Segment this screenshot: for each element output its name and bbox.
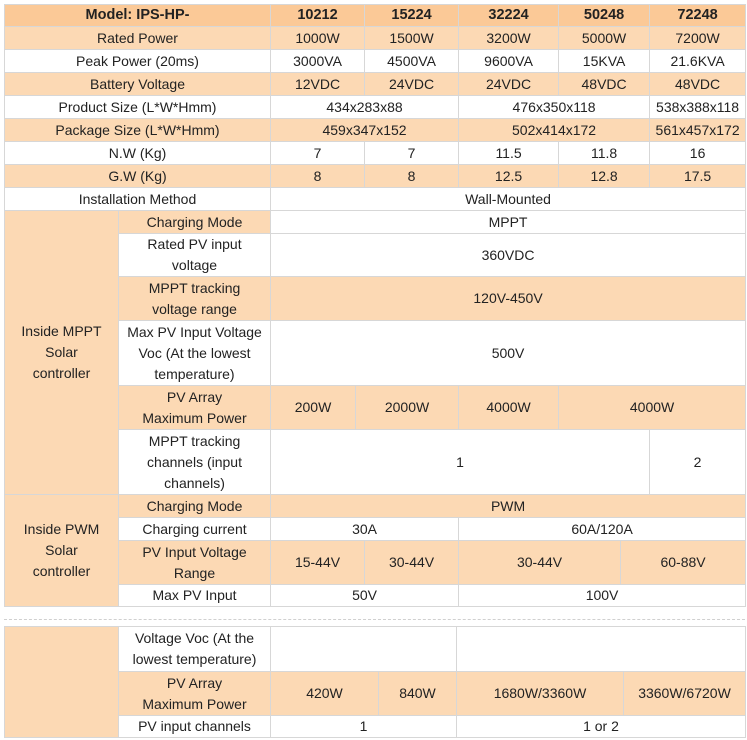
cell: 30-44V [459, 541, 621, 585]
spec-table [4, 4, 746, 607]
table-row [5, 119, 746, 142]
cell: 24VDC [365, 73, 459, 96]
row-label-peak-power: Peak Power (20ms) [5, 50, 271, 73]
cell: 7 [365, 142, 459, 165]
page-break-divider [4, 619, 745, 620]
cell: 360VDC [271, 234, 746, 277]
row-label-gw: G.W (Kg) [5, 165, 271, 188]
header-row [5, 5, 746, 27]
table-row [5, 27, 746, 50]
cell: 500V [271, 321, 746, 386]
cell: 1 [271, 430, 650, 495]
row-label-lower-pv-array: PV Array Maximum Power [119, 672, 271, 716]
cell: 9600VA [459, 50, 559, 73]
row-label-battery-voltage: Battery Voltage [5, 73, 271, 96]
row-label-pwm-charging-mode: Charging Mode [119, 495, 271, 518]
table-row [5, 165, 746, 188]
row-label-max-pv-voc: Max PV Input Voltage Voc (At the lowest temperature) [119, 321, 271, 386]
row-label-voc: Voltage Voc (At the lowest temperature) [119, 627, 271, 672]
cell: 476x350x118 [459, 96, 650, 119]
mppt-group-text: Inside MPPT Solar controller [21, 323, 102, 381]
model-15224: 15224 [365, 5, 459, 27]
model-32224: 32224 [459, 5, 559, 27]
cell: MPPT [271, 211, 746, 234]
cell: 30A [271, 518, 459, 541]
cell: 8 [271, 165, 365, 188]
cell: 3200W [459, 27, 559, 50]
cell: 15KVA [559, 50, 650, 73]
lower-group-label [5, 627, 119, 738]
pwm-group-label [5, 495, 119, 607]
table-row [5, 96, 746, 119]
row-label-tracking-channels: MPPT tracking channels (input channels) [119, 430, 271, 495]
cell: 3000VA [271, 50, 365, 73]
cell: 120V-450V [271, 277, 746, 321]
cell: 50V [271, 585, 459, 607]
cell: 21.6KVA [650, 50, 746, 73]
row-label-tracking-range: MPPT tracking voltage range [119, 277, 271, 321]
cell: 17.5 [650, 165, 746, 188]
cell: 3360W/6720W [624, 672, 746, 716]
cell: 5000W [559, 27, 650, 50]
row-label-installation: Installation Method [5, 188, 271, 211]
table-row [5, 627, 746, 672]
cell: PWM [271, 495, 746, 518]
model-label: Model: IPS-HP- [5, 5, 271, 27]
cell: 12.5 [459, 165, 559, 188]
cell: 8 [365, 165, 459, 188]
cell: 12VDC [271, 73, 365, 96]
table-row [5, 142, 746, 165]
cell: 538x388x118 [650, 96, 746, 119]
cell: 420W [271, 672, 379, 716]
pwm-group-text: Inside PWM Solar controller [23, 521, 100, 579]
cell: 7200W [650, 27, 746, 50]
cell: 2 [650, 430, 746, 495]
cell: 4000W [459, 386, 559, 430]
cell: 11.5 [459, 142, 559, 165]
cell: 48VDC [559, 73, 650, 96]
row-label-pv-voltage-range: PV Input Voltage Range [119, 541, 271, 585]
table-row [5, 50, 746, 73]
cell: 434x283x88 [271, 96, 459, 119]
cell: 100V [459, 585, 746, 607]
cell: 60A/120A [459, 518, 746, 541]
row-label-pv-input-channels: PV input channels [119, 716, 271, 738]
model-10212: 10212 [271, 5, 365, 27]
row-label-charging-mode: Charging Mode [119, 211, 271, 234]
table-row [5, 73, 746, 96]
cell: 1000W [271, 27, 365, 50]
model-50248: 50248 [559, 5, 650, 27]
cell: 1680W/3360W [457, 672, 624, 716]
cell: 30-44V [365, 541, 459, 585]
cell: 12.8 [559, 165, 650, 188]
cell: 840W [379, 672, 457, 716]
cell: 1500W [365, 27, 459, 50]
cell: Wall-Mounted [271, 188, 746, 211]
row-label-package-size: Package Size (L*W*Hmm) [5, 119, 271, 142]
cell: 48VDC [650, 73, 746, 96]
row-label-product-size: Product Size (L*W*Hmm) [5, 96, 271, 119]
table-row [5, 495, 746, 518]
row-label-rated-power: Rated Power [5, 27, 271, 50]
cell [457, 627, 746, 672]
row-label-rated-pv-input: Rated PV input voltage [119, 234, 271, 277]
cell [271, 627, 457, 672]
table-row [5, 211, 746, 234]
spec-table-continued [4, 626, 746, 738]
cell: 2000W [356, 386, 459, 430]
cell: 4000W [559, 386, 746, 430]
table-row [5, 188, 746, 211]
cell: 200W [271, 386, 356, 430]
cell: 502x414x172 [459, 119, 650, 142]
cell: 16 [650, 142, 746, 165]
cell: 11.8 [559, 142, 650, 165]
mppt-group-label [5, 211, 119, 495]
cell: 1 [271, 716, 457, 738]
row-label-charging-current: Charging current [119, 518, 271, 541]
cell: 7 [271, 142, 365, 165]
row-label-pv-array-power: PV Array Maximum Power [119, 386, 271, 430]
row-label-nw: N.W (Kg) [5, 142, 271, 165]
cell: 24VDC [459, 73, 559, 96]
cell: 15-44V [271, 541, 365, 585]
cell: 561x457x172 [650, 119, 746, 142]
model-72248: 72248 [650, 5, 746, 27]
cell: 4500VA [365, 50, 459, 73]
row-label-max-pv-input: Max PV Input [119, 585, 271, 607]
cell: 1 or 2 [457, 716, 746, 738]
cell: 459x347x152 [271, 119, 459, 142]
cell: 60-88V [621, 541, 746, 585]
